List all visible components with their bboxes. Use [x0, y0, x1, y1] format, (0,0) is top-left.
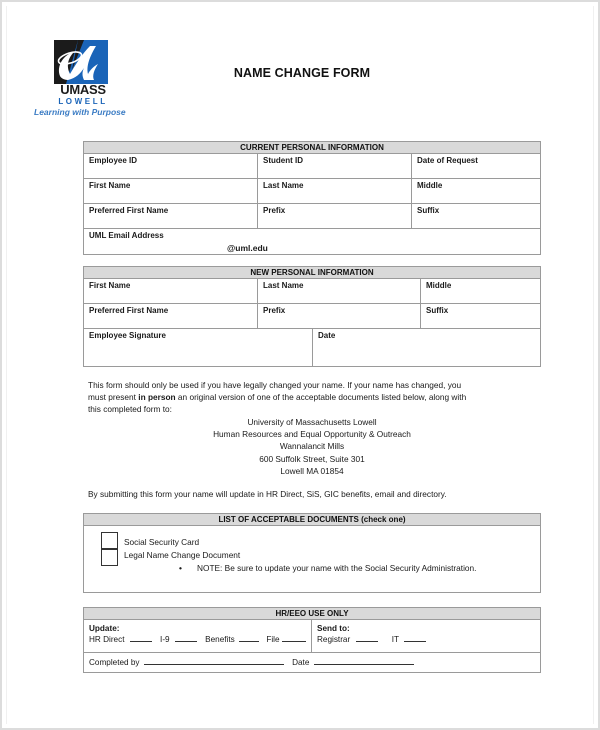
- file-blank[interactable]: [282, 634, 306, 642]
- benefits-label: Benefits: [205, 635, 235, 644]
- text: an original version of one of the acceptable documents listed below, along with: [175, 392, 467, 402]
- instructions-paragraph: [88, 379, 538, 415]
- file-label: File: [266, 635, 280, 644]
- table-row: [84, 154, 540, 179]
- text: must present: [88, 392, 139, 402]
- table-row: [84, 329, 540, 366]
- field-label: UML Email Address: [89, 231, 164, 240]
- registrar-blank[interactable]: [356, 634, 378, 642]
- table-row: [84, 620, 540, 653]
- hr-direct-label: HR Direct: [89, 635, 125, 644]
- new-info-header: NEW PERSONAL INFORMATION: [84, 267, 540, 279]
- social-security-card-label: Social Security Card: [124, 537, 200, 547]
- current-preferred-first-name-field[interactable]: [84, 204, 257, 228]
- field-label: Date of Request: [417, 156, 478, 165]
- legal-name-change-checkbox[interactable]: [101, 549, 118, 566]
- completed-by-cell: [84, 653, 540, 672]
- signature-date-field[interactable]: [312, 329, 540, 366]
- address-line: 600 Suffolk Street, Suite 301: [259, 453, 365, 464]
- field-label: Employee Signature: [89, 331, 166, 340]
- hr-direct-blank[interactable]: [130, 634, 152, 642]
- new-suffix-field[interactable]: [420, 304, 540, 328]
- field-label: Middle: [426, 281, 452, 290]
- uml-email-field[interactable]: [84, 229, 540, 254]
- note-text: NOTE: Be sure to update your name with the Social Security Administration.: [197, 563, 477, 573]
- registrar-label: Registrar: [317, 635, 351, 644]
- new-last-name-field[interactable]: [257, 279, 420, 303]
- instructions-line: This form should only be used if you have legally changed your name. If your name has changed, you: [88, 380, 462, 390]
- field-label: Prefix: [263, 306, 286, 315]
- completed-date-blank[interactable]: [314, 657, 414, 665]
- field-label: Employee ID: [89, 156, 138, 165]
- mailing-address: [2, 416, 600, 477]
- benefits-blank[interactable]: [239, 634, 259, 642]
- instructions-line: this completed form to:: [88, 404, 172, 414]
- hr-use-header: HR/EEO USE ONLY: [84, 608, 540, 620]
- it-blank[interactable]: [404, 634, 426, 642]
- current-suffix-field[interactable]: [411, 204, 540, 228]
- documents-body: [84, 526, 540, 592]
- employee-signature-field[interactable]: [84, 329, 312, 366]
- current-info-header: CURRENT PERSONAL INFORMATION: [84, 142, 540, 154]
- field-label: First Name: [89, 181, 131, 190]
- field-label: Date: [318, 331, 336, 340]
- table-row: [84, 179, 540, 204]
- field-label: Prefix: [263, 206, 286, 215]
- current-last-name-field[interactable]: [257, 179, 411, 203]
- update-label: Update:: [89, 624, 120, 633]
- ssa-note: [179, 563, 476, 573]
- current-middle-field[interactable]: [411, 179, 540, 203]
- bullet-icon: •: [179, 563, 182, 573]
- it-label: IT: [391, 635, 399, 644]
- i9-blank[interactable]: [175, 634, 197, 642]
- form-title: NAME CHANGE FORM: [233, 66, 371, 80]
- student-id-field[interactable]: [257, 154, 411, 178]
- legal-name-change-label: Legal Name Change Document: [124, 550, 241, 560]
- documents-table: [83, 513, 541, 593]
- documents-header: LIST OF ACCEPTABLE DOCUMENTS (check one): [84, 514, 540, 526]
- hr-use-table: [83, 607, 541, 673]
- address-line: Human Resources and Equal Opportunity & Outreach: [213, 429, 411, 440]
- date-of-request-field[interactable]: [411, 154, 540, 178]
- current-first-name-field[interactable]: [84, 179, 257, 203]
- send-to-label: Send to:: [317, 624, 350, 633]
- table-row: [84, 279, 540, 304]
- email-domain-suffix: @uml.edu: [227, 243, 268, 253]
- address-line: Lowell MA 01854: [280, 465, 344, 476]
- field-label: Preferred First Name: [89, 306, 169, 315]
- field-label: Preferred First Name: [89, 206, 169, 215]
- table-row: [84, 229, 540, 254]
- current-prefix-field[interactable]: [257, 204, 411, 228]
- new-preferred-first-name-field[interactable]: [84, 304, 257, 328]
- logo-subtitle: LOWELL: [58, 97, 108, 106]
- instructions-line: [88, 391, 538, 403]
- table-row: [84, 304, 540, 329]
- completed-date-label: Date: [292, 658, 310, 667]
- new-prefix-field[interactable]: [257, 304, 420, 328]
- i9-label: I-9: [160, 635, 170, 644]
- table-row: [84, 653, 540, 672]
- new-first-name-field[interactable]: [84, 279, 257, 303]
- address-line: Wannalancit Mills: [279, 441, 345, 452]
- field-label: Middle: [417, 181, 443, 190]
- current-info-table: [83, 141, 541, 255]
- new-middle-field[interactable]: [420, 279, 540, 303]
- new-info-table: [83, 266, 541, 367]
- send-to-cell: [311, 620, 540, 652]
- field-label: Suffix: [426, 306, 449, 315]
- address-line: University of Massachusetts Lowell: [247, 417, 377, 427]
- logo-wordmark: UMASS: [60, 82, 106, 97]
- completed-by-label: Completed by: [89, 658, 140, 667]
- umass-lowell-logo: [32, 40, 132, 120]
- table-row: [84, 204, 540, 229]
- field-label: Last Name: [263, 281, 304, 290]
- emphasis-in-person: in person: [138, 392, 176, 402]
- submit-note: By submitting this form your name will update in HR Direct, SiS, GIC benefits, email and directory.: [88, 489, 447, 499]
- logo-tagline: Learning with Purpose: [34, 107, 126, 117]
- employee-id-field[interactable]: [84, 154, 257, 178]
- social-security-card-checkbox[interactable]: [101, 532, 118, 549]
- field-label: Student ID: [263, 156, 303, 165]
- update-cell: [84, 620, 311, 652]
- field-label: Suffix: [417, 206, 440, 215]
- field-label: Last Name: [263, 181, 304, 190]
- field-label: First Name: [89, 281, 131, 290]
- completed-by-blank[interactable]: [144, 657, 284, 665]
